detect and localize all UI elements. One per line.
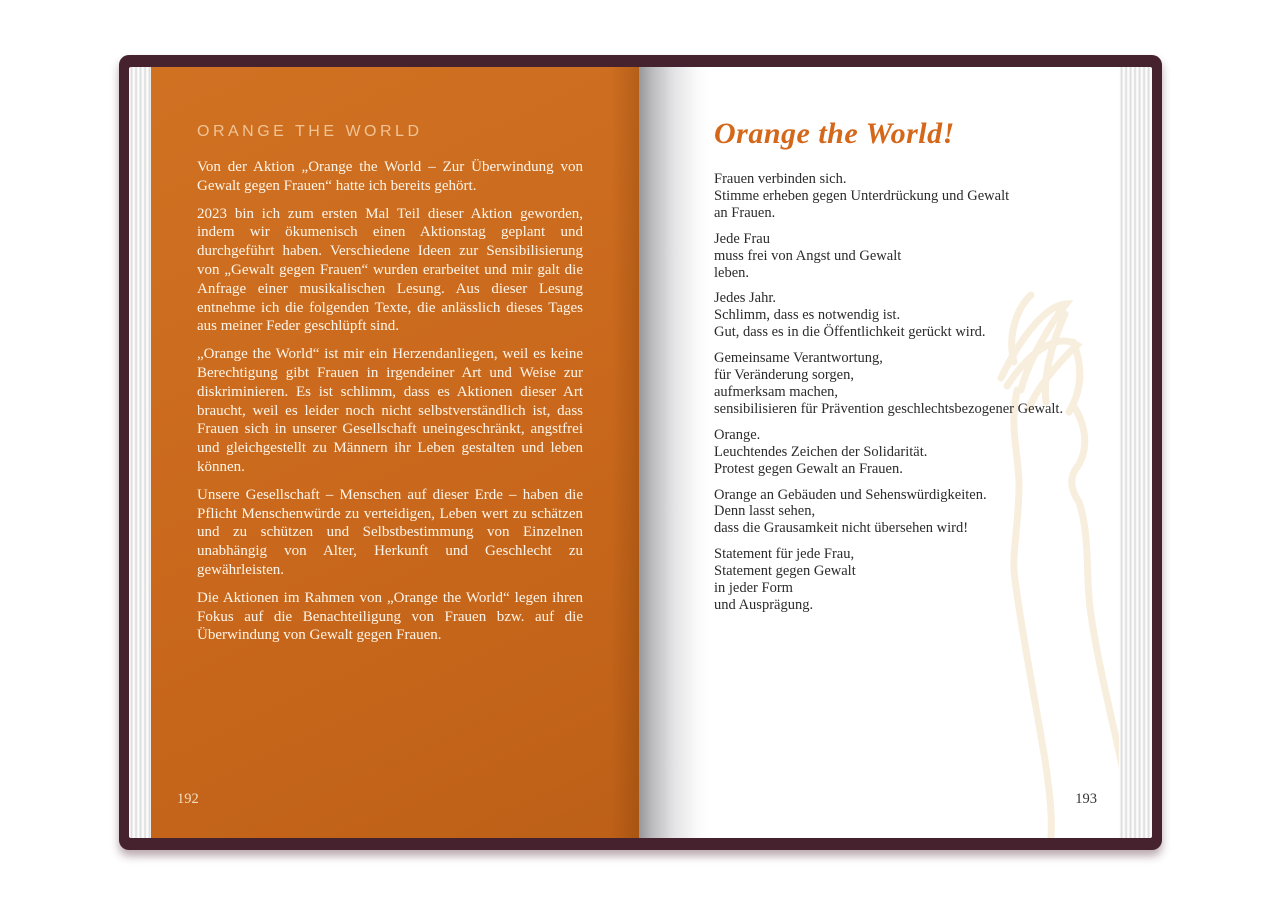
poem-stanza — [714, 487, 1089, 538]
poem-line: Stimme erheben gegen Unterdrückung und Gewalt — [714, 187, 1010, 204]
poem-line: Statement gegen Gewalt — [714, 563, 856, 580]
poem-line: Schlimm, dass es notwendig ist. — [714, 307, 901, 324]
poem-line: muss frei von Angst und Gewalt — [714, 247, 902, 264]
poem-stanza — [714, 171, 1089, 222]
left-page-kicker: ORANGE THE WORLD — [197, 123, 423, 140]
poem-line: für Veränderung sorgen, — [714, 367, 854, 384]
poem-line: leben. — [714, 264, 750, 281]
paragraph: „Orange the World“ ist mir ein Herzendanliegen, weil es keine Berechtigung gibt Frauen in irgendeiner Art und Weise zur diskriminieren. Es ist schlimm, dass es Aktionen dieser Art braucht, weil es leider noch nicht selbstverständlich ist, dass Frauen sich in unserer Gesellschaft uneingeschränkt, angstfrei und gleichgestellt zu Männern ihr Leben gestalten und leben können. — [197, 346, 583, 475]
poem-stanza — [714, 350, 1089, 418]
poem-line: aufmerksam machen, — [714, 383, 839, 400]
paragraph: Die Aktionen im Rahmen von „Orange the World“ legen ihren Fokus auf die Benachteiligung von Frauen bzw. auf die Überwindung von Gewalt gegen Frauen. — [197, 589, 583, 644]
poem-stanza — [714, 290, 1089, 341]
poem-line: und Ausprägung. — [714, 596, 814, 613]
paragraph: 2023 bin ich zum ersten Mal Teil dieser Aktion geworden, indem wir ökumenisch einen Aktionstag geplant und durchgeführt haben. Verschiedene Ideen zur Sensibilisierung von „Gewalt gegen Frauen“ wurden erarbeitet und mir galt die Anfrage einer musikalischen Lesung. Aus dieser Lesung entnehme ich die folgenden Texte, die anlässlich dieses Tages aus meiner Feder geschlüpft sind. — [197, 205, 583, 335]
poem-line: sensibilisieren für Prävention geschlechtsbezogener Gewalt. — [714, 400, 1064, 417]
right-page — [639, 67, 1119, 838]
poem-stanza — [714, 231, 1089, 282]
right-page-content — [639, 67, 1119, 614]
poem-line: Frauen verbinden sich. — [714, 171, 847, 187]
page-number-left: 192 — [177, 791, 199, 807]
poem-line: Jede Frau — [714, 230, 770, 247]
poem-line: Denn lasst sehen, — [714, 503, 816, 520]
paragraph: Von der Aktion „Orange the World – Zur Überwindung von Gewalt gegen Frauen“ hatte ich bereits gehört. — [197, 159, 583, 194]
poem-line: in jeder Form — [714, 580, 793, 597]
poem-line: an Frauen. — [714, 204, 776, 221]
poem-line: Orange. — [714, 426, 761, 443]
poem-stanza — [714, 546, 1089, 614]
poem-stanza — [714, 427, 1089, 478]
open-book — [119, 55, 1162, 850]
poem-line: Gut, dass es in die Öffentlichkeit gerückt wird. — [714, 324, 986, 341]
page-edges-left — [129, 67, 151, 838]
poem-line: Protest gegen Gewalt an Frauen. — [714, 460, 903, 477]
poem-line: Statement für jede Frau, — [714, 546, 855, 563]
left-page — [151, 67, 639, 838]
poem-line: dass die Grausamkeit nicht übersehen wird! — [714, 520, 969, 537]
page-edges-right — [1119, 67, 1152, 838]
poem-line: Jedes Jahr. — [714, 290, 777, 307]
paragraph: Unsere Gesellschaft – Menschen auf dieser Erde – haben die Pflicht Menschenwürde zu verteidigen, Leben wert zu schätzen und zu schützen und Selbstbestimmung von Einzelnen unabhängig von Alter, Herkunft und Geschlecht zu gewährleisten. — [197, 486, 583, 578]
poem-title: Orange the World! — [714, 117, 955, 150]
poem-line: Leuchtendes Zeichen der Solidarität. — [714, 443, 928, 460]
page-number-right: 193 — [1075, 791, 1097, 807]
poem-line: Gemeinsame Verantwortung, — [714, 350, 883, 367]
poem-line: Orange an Gebäuden und Sehenswürdigkeiten. — [714, 486, 987, 503]
left-page-content — [151, 67, 639, 645]
